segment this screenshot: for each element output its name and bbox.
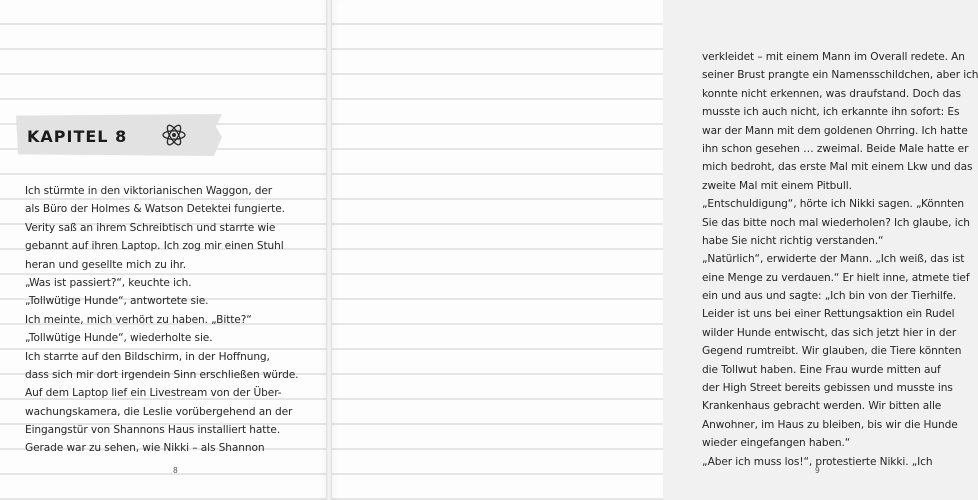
text-line: „Entschuldigung“, hörte ich Nikki sagen. „Könnten: [702, 198, 965, 211]
text-line: Krankenhaus gebracht werden. Wir bitten alle: [702, 400, 942, 413]
text-line: mich bedroht, das erste Mal mit einem Lkw und das: [702, 161, 973, 174]
text-line: heran und gesellte mich zu ihr.: [25, 258, 187, 271]
left-body-text: [25, 182, 298, 458]
text-line: wachungskamera, die Leslie vorübergehend an der: [25, 405, 293, 418]
text-line: die Tollwut haben. Eine Frau wurde mitten auf: [702, 363, 941, 376]
text-line: „Natürlich“, erwiderte der Mann. „Ich weiß, das ist: [702, 253, 965, 266]
text-line: Anwohner, im Haus zu bleiben, bis wir die Hunde: [702, 418, 958, 431]
chapter-title: KAPITEL 8: [27, 127, 128, 146]
text-line: Gegend rumtreibt. Wir glauben, die Tiere könnten: [702, 345, 962, 358]
text-line: wilder Hunde entwischt, das sich jetzt hier in der: [702, 326, 957, 339]
page-number-left: 8: [173, 466, 178, 475]
text-line: zweite Mal mit einem Pitbull.: [702, 179, 852, 192]
text-line: Ich meinte, mich verhört zu haben. „Bitte?“: [25, 313, 252, 326]
text-line: seiner Brust prangte ein Namensschildchen, aber ich: [702, 69, 978, 82]
text-line: ihn schon gesehen … zweimal. Beide Male hatte er: [702, 142, 969, 155]
text-line: musste ich auch nicht, ich erkannte ihn sofort: Es: [702, 106, 960, 119]
left-page: [0, 0, 329, 500]
right-page: [329, 0, 978, 500]
text-line: der High Street bereits gebissen und musste ins: [702, 382, 953, 395]
text-line: „Tollwütige Hunde“, antwortete sie.: [25, 295, 209, 308]
text-line: Eingangstür von Shannons Haus installiert hatte.: [25, 424, 281, 437]
text-line: Verity saß an ihrem Schreibtisch und starrte wie: [25, 221, 276, 234]
atom-icon: [161, 122, 187, 148]
text-line: war der Mann mit dem goldenen Ohrring. Ich hatte: [702, 124, 968, 137]
text-line: Sie das bitte noch mal wiederholen? Ich glaube, ich: [702, 216, 970, 229]
page-number-right: 9: [815, 466, 820, 475]
right-body-text: [702, 48, 978, 471]
text-line: Gerade war zu sehen, wie Nikki – als Shannon: [25, 442, 265, 455]
text-line: Ich stürmte in den viktorianischen Waggon, der: [25, 185, 273, 197]
text-line: habe Sie nicht richtig verstanden.“: [702, 234, 884, 247]
text-line: konnte nicht erkennen, was draufstand. Doch das: [702, 87, 961, 100]
text-line: dass sich mir dort irgendein Sinn erschließen würde.: [25, 368, 299, 381]
text-line: Auf dem Laptop lief ein Livestream von der Über-: [25, 387, 282, 400]
text-line: ein und aus und sagte: „Ich bin von der Tierhilfe.: [702, 290, 957, 303]
text-line: wieder eingefangen haben.“: [702, 437, 851, 450]
book-gutter: [326, 0, 332, 500]
text-line: als Büro der Holmes & Watson Detektei fungierte.: [25, 203, 285, 216]
text-line: „Aber ich muss los!“, protestierte Nikki. „Ich: [702, 455, 933, 468]
text-line: gebannt auf ihren Laptop. Ich zog mir einen Stuhl: [25, 240, 284, 253]
text-line: „Was ist passiert?“, keuchte ich.: [25, 276, 192, 289]
text-line: Ich starrte auf den Bildschirm, in der Hoffnung,: [25, 350, 270, 363]
text-line: eine Menge zu verdauen.“ Er hielt inne, atmete tief: [702, 271, 970, 284]
text-line: Leider ist uns bei einer Rettungsaktion ein Rudel: [702, 308, 955, 321]
text-line: „Tollwütige Hunde“, wiederholte sie.: [25, 332, 213, 345]
text-line: verkleidet – mit einem Mann im Overall redete. An: [702, 51, 965, 63]
